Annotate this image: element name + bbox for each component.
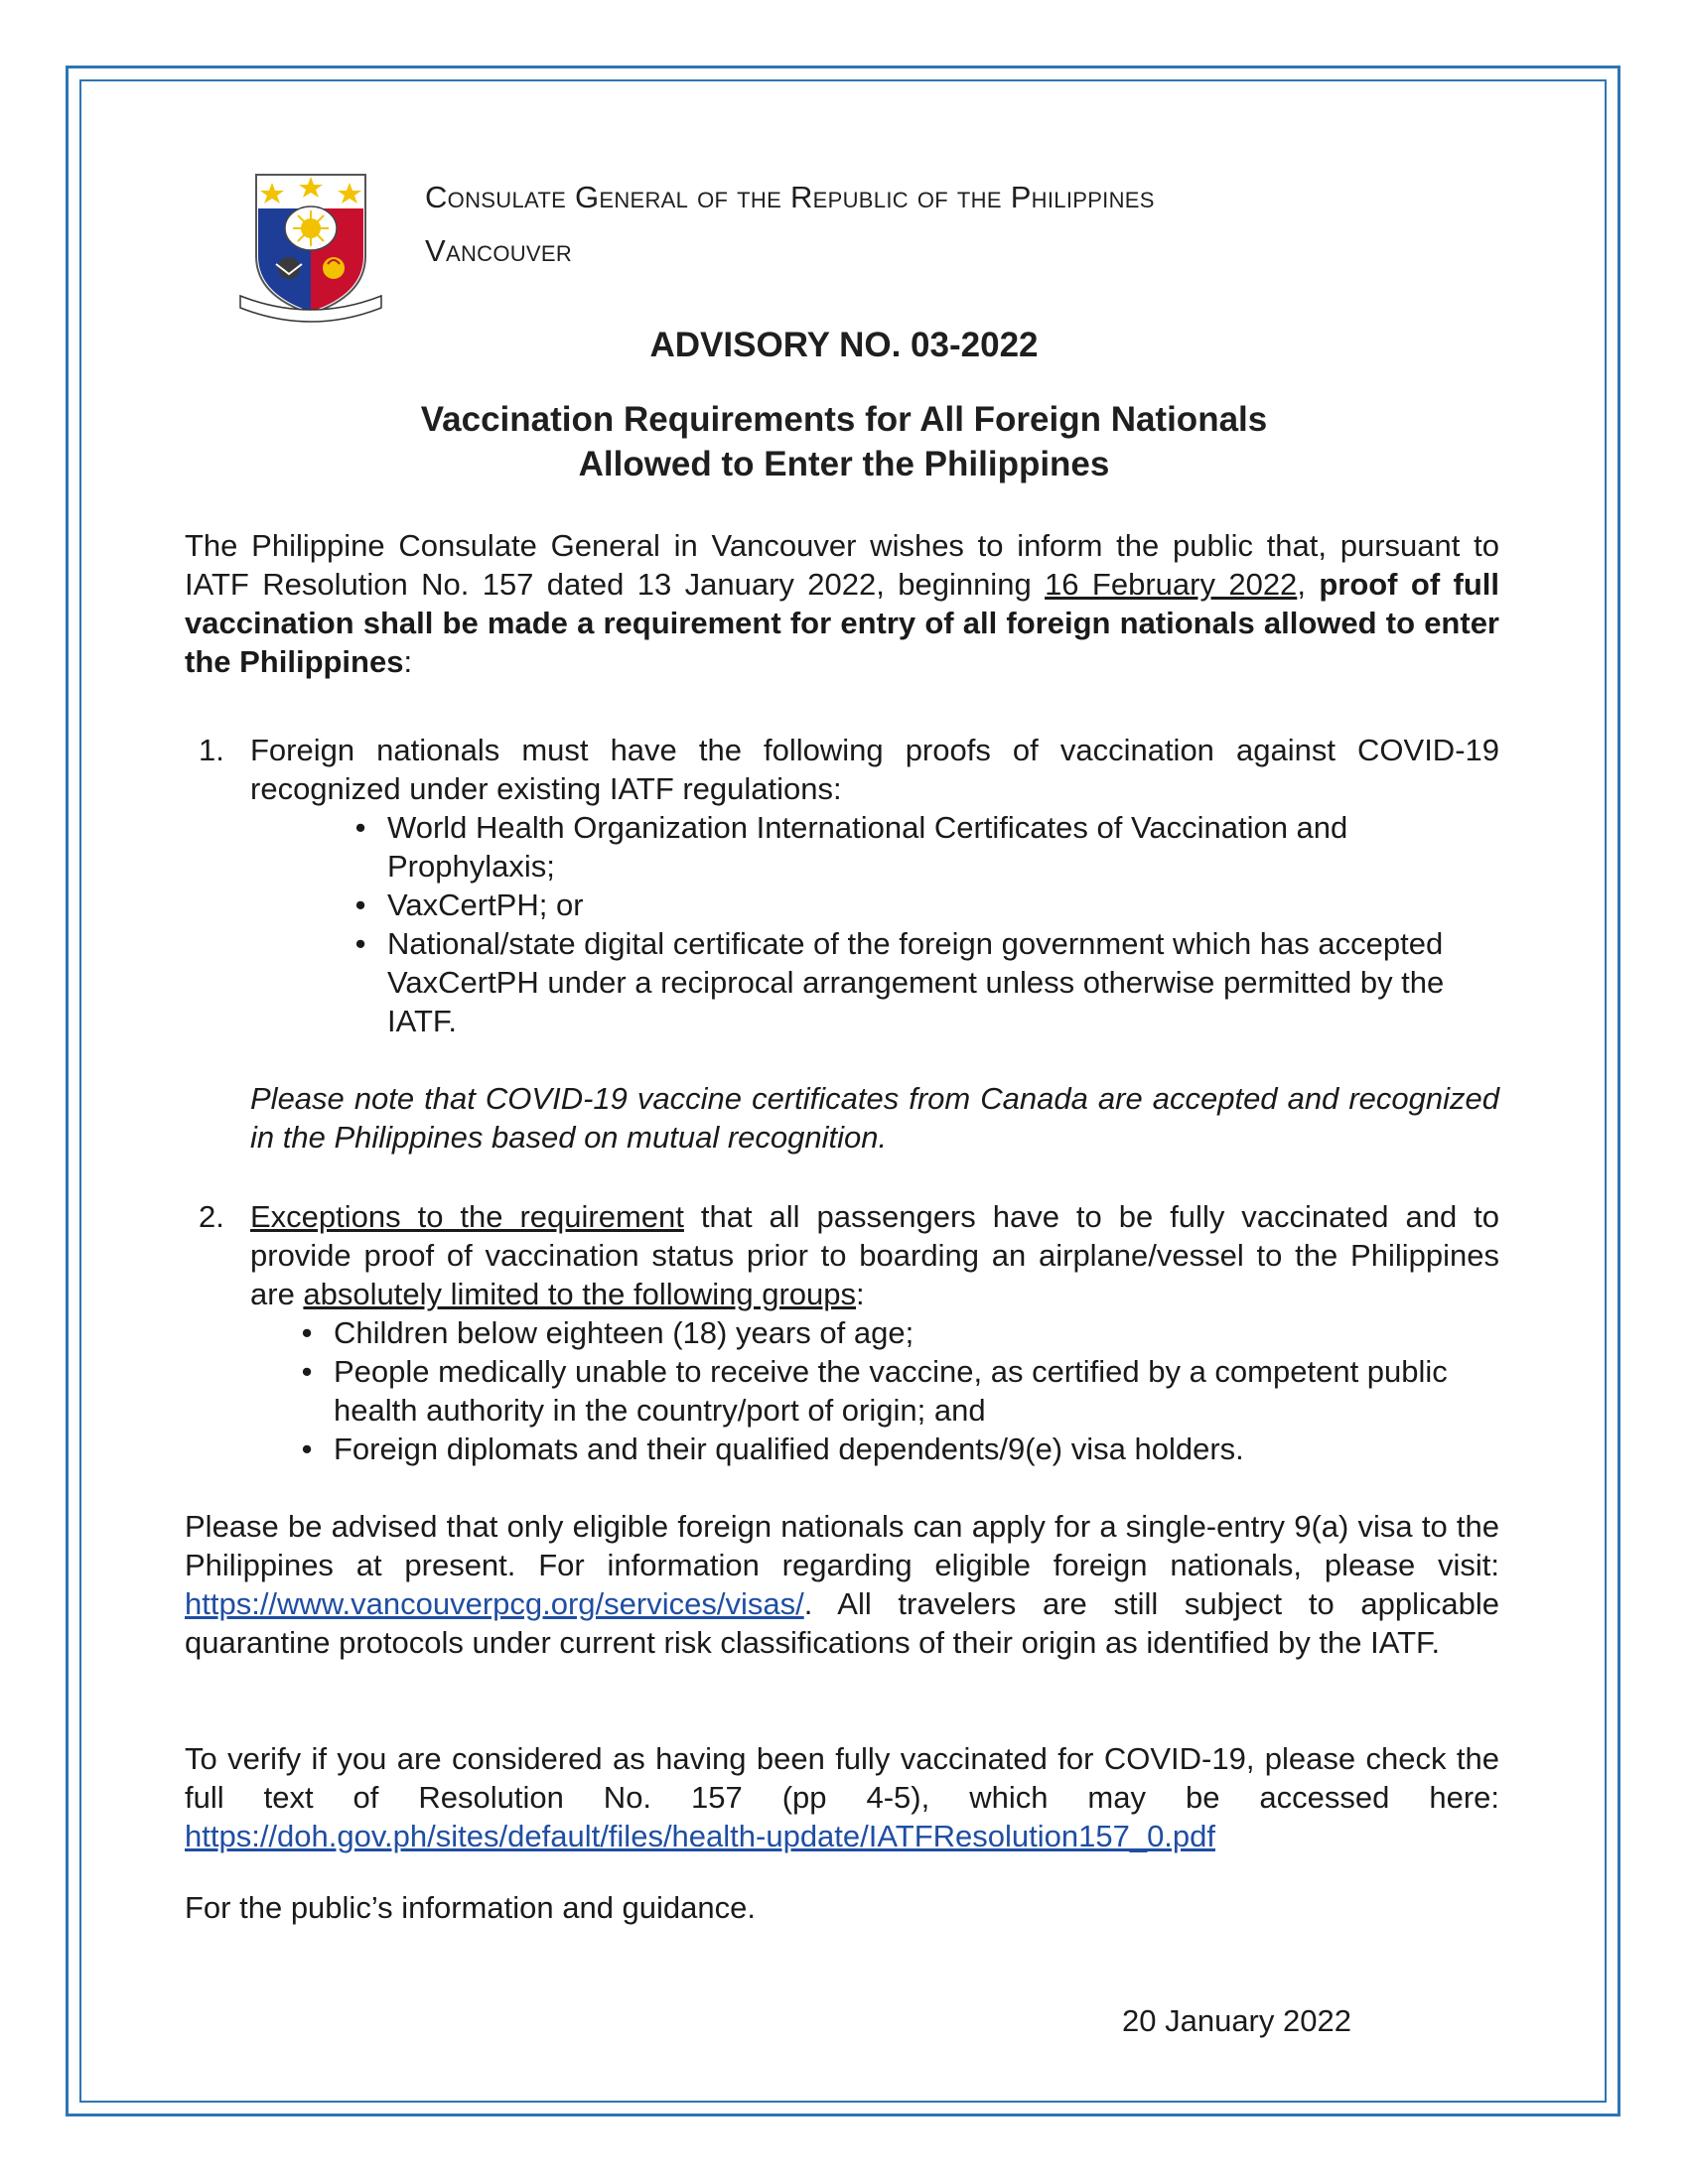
bullet-icon: • — [301, 1354, 313, 1389]
bullet-item: • People medically unable to receive the vaccine, as certified by a competent public health authority in the country/port of origin; and — [250, 1352, 1499, 1430]
philippine-seal-icon — [234, 147, 387, 324]
item-number: 1. — [199, 733, 224, 767]
consulate-line1: Consulate General of the Republic of the Philippines — [425, 180, 1155, 214]
bullet-item: • Children below eighteen (18) years of age; — [250, 1313, 1499, 1352]
list-item-1 — [185, 731, 1499, 1157]
item-text: Foreign nationals must have the following proofs of vaccination against COVID-19 recognized under existing IATF regulations: — [250, 733, 1499, 806]
limited-groups: absolutely limited to the following groups — [303, 1277, 857, 1311]
bullet-list — [250, 1313, 1499, 1468]
bullet-icon: • — [354, 810, 366, 845]
bullet-icon: • — [301, 1315, 313, 1350]
intro-colon: : — [403, 644, 413, 679]
intro-bold-requirement: proof of full vaccination shall be made a requirement for entry of all foreign nationals allowed to enter the Philippines — [185, 567, 1500, 679]
advisory-date: 20 January 2022 — [1122, 2003, 1351, 2038]
bullet-list — [250, 808, 1499, 1040]
exceptions-heading: Exceptions to the requirement — [250, 1199, 684, 1234]
verify-paragraph: To verify if you are considered as having been fully vaccinated for COVID-19, please check the full text of Resolution No. 157 (pp 4-5), which may be accessed here: https://doh.gov.ph/sites/default/files/health-update/IATFResolution157_0.pdf — [185, 1741, 1499, 1853]
bullet-icon: • — [301, 1432, 313, 1466]
intro-paragraph — [185, 526, 1499, 681]
advisory-number: ADVISORY NO. 03-2022 — [649, 326, 1039, 364]
canada-note: Please note that COVID-19 vaccine certificates from Canada are accepted and recognized in the Philippines based on mutual recognition. — [250, 1081, 1499, 1155]
bullet-item: • National/state digital certificate of the foreign government which has accepted VaxCertPH under a reciprocal arrangement unless otherwise permitted by the IATF. — [250, 924, 1499, 1040]
visas-link[interactable]: https://www.vancouverpcg.org/services/visas/ — [185, 1586, 804, 1621]
subject-line2: Allowed to Enter the Philippines — [578, 445, 1110, 483]
resolution-pdf-link[interactable]: https://doh.gov.ph/sites/default/files/health-update/IATFResolution157_0.pdf — [185, 1819, 1216, 1853]
effective-date: 16 February 2022 — [1045, 567, 1298, 602]
subject-line1: Vaccination Requirements for All Foreign Nationals — [420, 400, 1268, 439]
bullet-item: • World Health Organization International Certificates of Vaccination and Prophylaxis; — [250, 808, 1499, 886]
list-item-2 — [185, 1197, 1499, 1468]
visa-paragraph: Please be advised that only eligible foreign nationals can apply for a single-entry 9(a) visa to the Philippines at present. For information regarding eligible foreign nationals, please visit: https://www.vancouverpcg.org/services/visas/. All travelers are still subject to applicable quarantine protocols under current risk classifications of their origin as identified by the IATF. — [185, 1509, 1499, 1660]
consulate-name — [425, 171, 1155, 278]
bullet-item: • Foreign diplomats and their qualified dependents/9(e) visa holders. — [250, 1430, 1499, 1468]
item-text: Exceptions to the requirement that all passengers have to be fully vaccinated and to provide proof of vaccination status prior to boarding an airplane/vessel to the Philippines are absolutely limited to the following groups: — [250, 1199, 1499, 1311]
consulate-line2: Vancouver — [425, 233, 573, 268]
intro-comma: , — [1297, 567, 1320, 602]
closing-line: For the public’s information and guidance. — [185, 1890, 756, 1925]
bullet-icon: • — [354, 926, 366, 961]
bullet-item: • VaxCertPH; or — [250, 886, 1499, 924]
bullet-icon: • — [354, 887, 366, 922]
intro-text: The Philippine Consulate General in Vancouver wishes to inform the public that, pursuant to IATF Resolution No. 157 dated 13 January 2022, beginning — [185, 528, 1499, 602]
advisory-subject — [0, 397, 1688, 486]
item-number: 2. — [199, 1199, 224, 1234]
